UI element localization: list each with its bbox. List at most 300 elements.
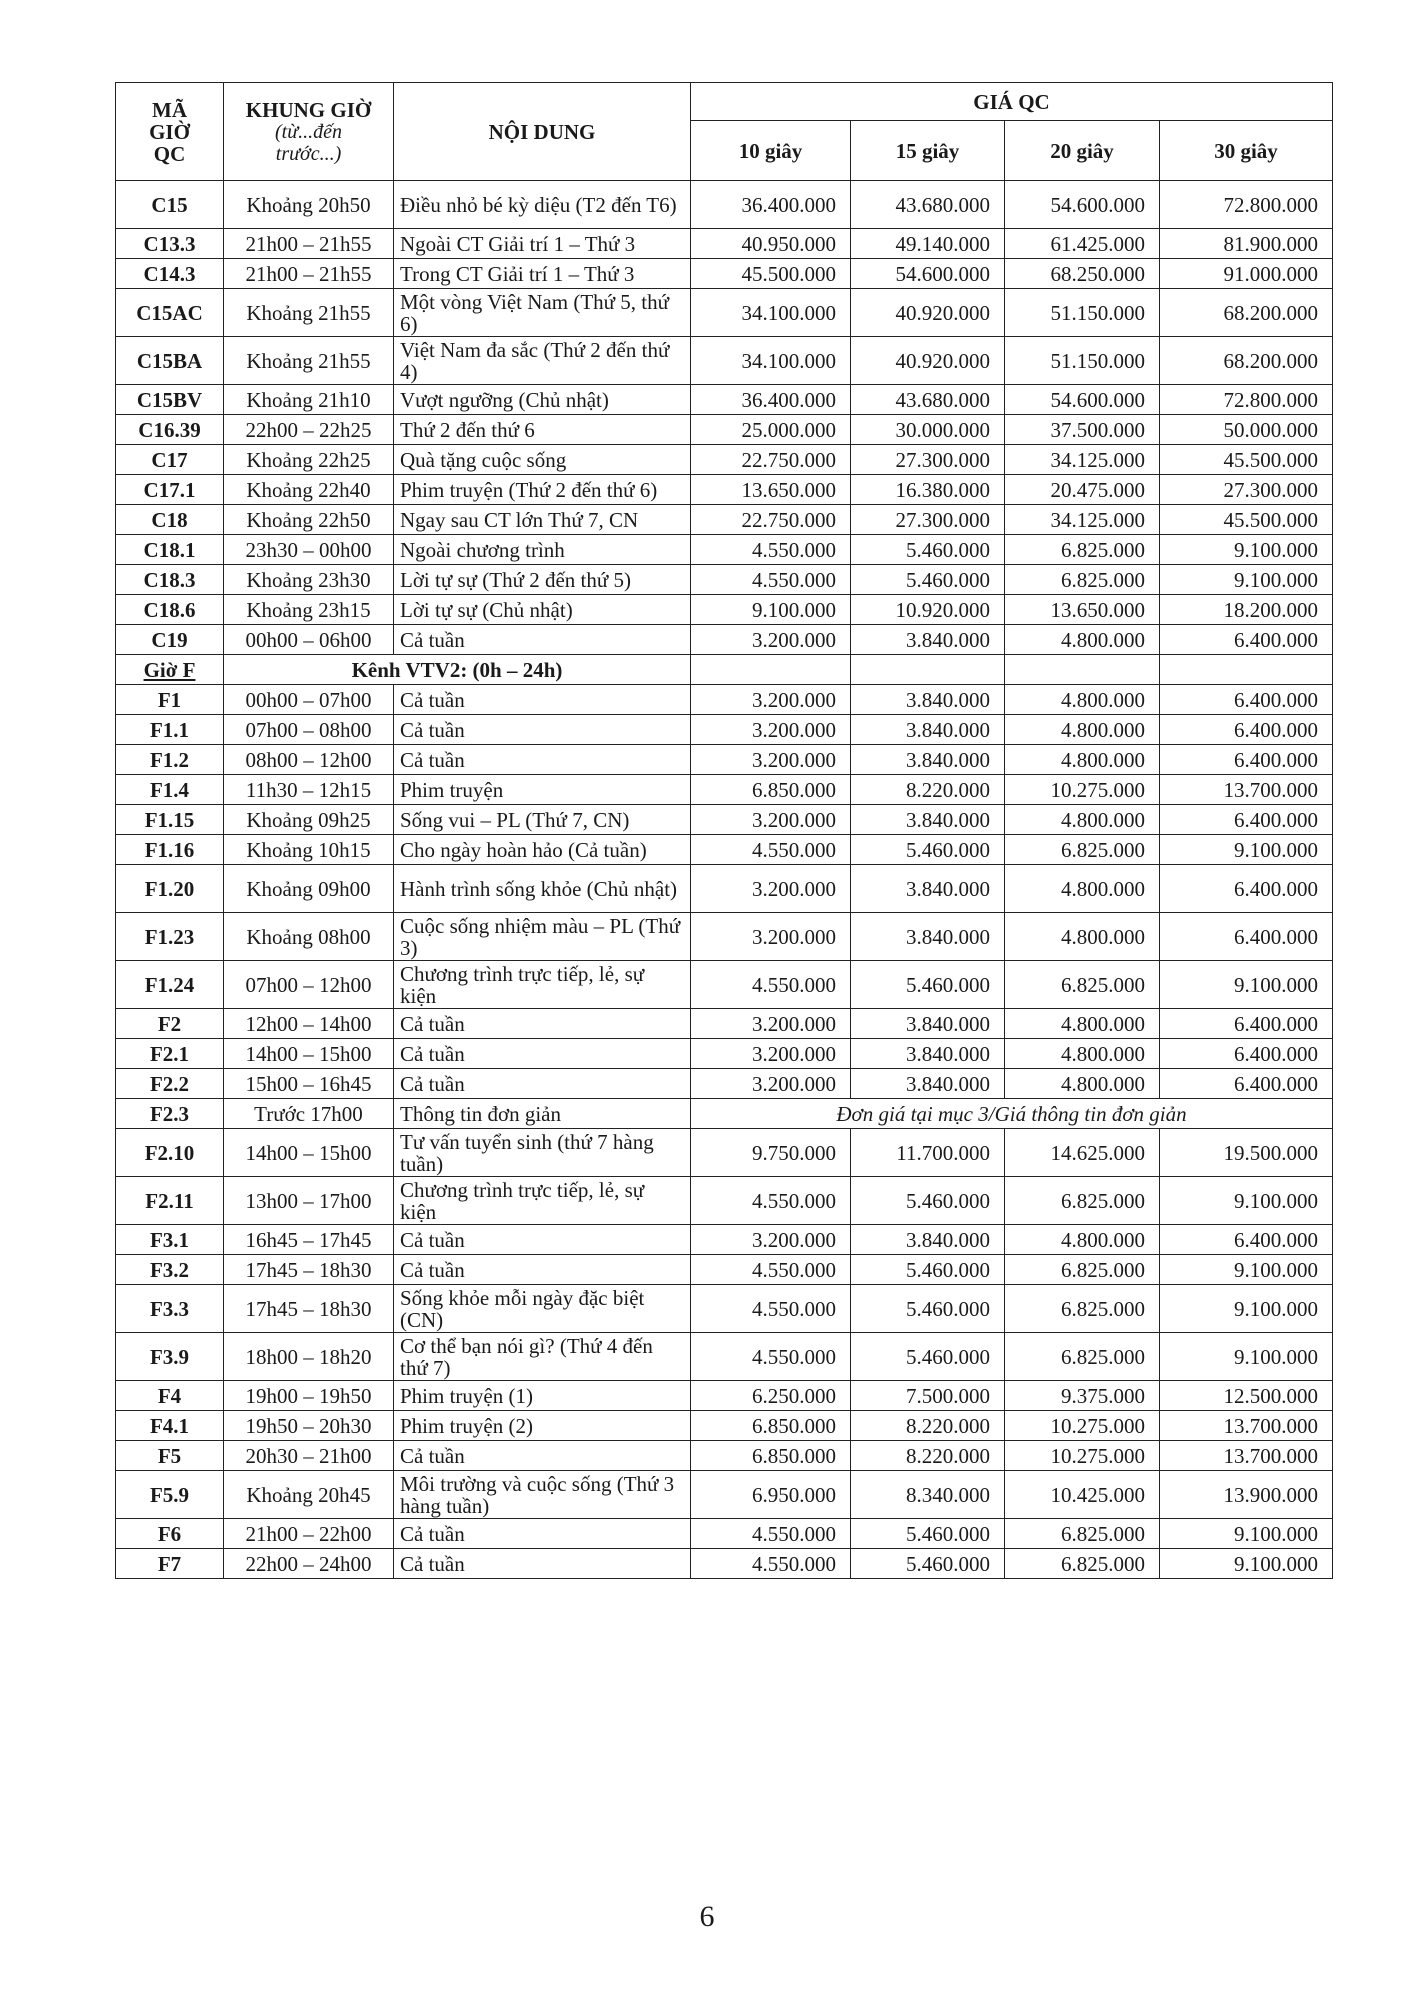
program-content: Lời tự sự (Chủ nhật) <box>394 595 691 625</box>
program-content: Thứ 2 đến thứ 6 <box>394 415 691 445</box>
price-10s: 9.750.000 <box>691 1129 851 1177</box>
price-15s: 5.460.000 <box>851 1333 1005 1381</box>
price-30s: 6.400.000 <box>1160 805 1333 835</box>
program-content: Điều nhỏ bé kỳ diệu (T2 đến T6) <box>394 181 691 229</box>
section-c-rows <box>116 181 1333 655</box>
price-30s: 6.400.000 <box>1160 1069 1333 1099</box>
price-10s: 3.200.000 <box>691 805 851 835</box>
price-20s: 6.825.000 <box>1005 1519 1160 1549</box>
program-content: Cả tuần <box>394 1255 691 1285</box>
price-30s: 6.400.000 <box>1160 745 1333 775</box>
price-10s: 4.550.000 <box>691 1177 851 1225</box>
price-30s: 9.100.000 <box>1160 961 1333 1009</box>
program-content: Ngoài CT Giải trí 1 – Thứ 3 <box>394 229 691 259</box>
ad-code: C17 <box>116 445 224 475</box>
price-10s: 6.850.000 <box>691 775 851 805</box>
price-15s: 7.500.000 <box>851 1381 1005 1411</box>
price-30s: 13.700.000 <box>1160 1411 1333 1441</box>
price-15s: 5.460.000 <box>851 1255 1005 1285</box>
ad-code: F3.9 <box>116 1333 224 1381</box>
section-f-header <box>116 655 1333 685</box>
time-slot: 19h50 – 20h30 <box>224 1411 394 1441</box>
program-content: Cả tuần <box>394 715 691 745</box>
ad-code: F2.2 <box>116 1069 224 1099</box>
price-30s: 13.900.000 <box>1160 1471 1333 1519</box>
ad-code: C15BA <box>116 337 224 385</box>
time-slot: Khoảng 23h30 <box>224 565 394 595</box>
price-15s: 16.380.000 <box>851 475 1005 505</box>
price-20s: 4.800.000 <box>1005 865 1160 913</box>
price-20s: 4.800.000 <box>1005 913 1160 961</box>
price-10s: 22.750.000 <box>691 445 851 475</box>
price-30s: 9.100.000 <box>1160 535 1333 565</box>
price-20s: 10.275.000 <box>1005 1411 1160 1441</box>
price-20s: 6.825.000 <box>1005 565 1160 595</box>
ad-code: F1.1 <box>116 715 224 745</box>
price-30s: 13.700.000 <box>1160 1441 1333 1471</box>
price-10s: 6.850.000 <box>691 1411 851 1441</box>
price-20s: 4.800.000 <box>1005 625 1160 655</box>
price-15s: 5.460.000 <box>851 1285 1005 1333</box>
price-20s: 4.800.000 <box>1005 1009 1160 1039</box>
ad-code: F3.1 <box>116 1225 224 1255</box>
table-row <box>116 685 1333 715</box>
price-10s: 4.550.000 <box>691 1519 851 1549</box>
price-15s: 43.680.000 <box>851 181 1005 229</box>
program-content: Phim truyện <box>394 775 691 805</box>
price-10s: 36.400.000 <box>691 385 851 415</box>
ad-code: F5.9 <box>116 1471 224 1519</box>
price-20s: 6.825.000 <box>1005 1549 1160 1579</box>
price-20s: 4.800.000 <box>1005 715 1160 745</box>
price-15s: 5.460.000 <box>851 961 1005 1009</box>
price-20s: 4.800.000 <box>1005 805 1160 835</box>
price-30s: 6.400.000 <box>1160 865 1333 913</box>
price-20s: 4.800.000 <box>1005 745 1160 775</box>
time-slot: Khoảng 21h55 <box>224 337 394 385</box>
price-10s: 4.550.000 <box>691 1333 851 1381</box>
header-duration-10s: 10 giây <box>691 121 851 181</box>
price-10s: 4.550.000 <box>691 535 851 565</box>
price-20s: 4.800.000 <box>1005 1225 1160 1255</box>
program-content: Môi trường và cuộc sống (Thứ 3 hàng tuần) <box>394 1471 691 1519</box>
price-20s: 10.275.000 <box>1005 1441 1160 1471</box>
price-30s: 9.100.000 <box>1160 1549 1333 1579</box>
price-10s: 4.550.000 <box>691 1255 851 1285</box>
price-15s: 3.840.000 <box>851 865 1005 913</box>
program-content: Cuộc sống nhiệm màu – PL (Thứ 3) <box>394 913 691 961</box>
table-row <box>116 1039 1333 1069</box>
price-20s: 4.800.000 <box>1005 685 1160 715</box>
program-content: Cả tuần <box>394 625 691 655</box>
ad-code: F2.3 <box>116 1099 224 1129</box>
ad-code: C13.3 <box>116 229 224 259</box>
price-30s: 91.000.000 <box>1160 259 1333 289</box>
time-slot: 21h00 – 21h55 <box>224 259 394 289</box>
price-10s: 3.200.000 <box>691 1225 851 1255</box>
time-slot: 13h00 – 17h00 <box>224 1177 394 1225</box>
price-15s: 3.840.000 <box>851 625 1005 655</box>
time-slot: 17h45 – 18h30 <box>224 1255 394 1285</box>
time-slot: 21h00 – 21h55 <box>224 229 394 259</box>
price-10s: 3.200.000 <box>691 913 851 961</box>
time-slot: 19h00 – 19h50 <box>224 1381 394 1411</box>
ad-code: C18.3 <box>116 565 224 595</box>
price-10s: 22.750.000 <box>691 505 851 535</box>
program-content: Quà tặng cuộc sống <box>394 445 691 475</box>
table-row <box>116 1225 1333 1255</box>
price-30s: 45.500.000 <box>1160 505 1333 535</box>
header-duration-20s: 20 giây <box>1005 121 1160 181</box>
section-f23 <box>116 1099 1333 1129</box>
ad-code: C15BV <box>116 385 224 415</box>
ad-code: F1.15 <box>116 805 224 835</box>
price-30s: 72.800.000 <box>1160 181 1333 229</box>
time-slot: Khoảng 20h50 <box>224 181 394 229</box>
price-10s: 6.250.000 <box>691 1381 851 1411</box>
table-row <box>116 289 1333 337</box>
price-15s: 5.460.000 <box>851 565 1005 595</box>
table-row <box>116 1519 1333 1549</box>
time-slot: Khoảng 21h55 <box>224 289 394 337</box>
program-content: Phim truyện (Thứ 2 đến thứ 6) <box>394 475 691 505</box>
empty-cell <box>691 655 851 685</box>
section-title: Kênh VTV2: (0h – 24h) <box>224 655 691 685</box>
ad-code: F3.3 <box>116 1285 224 1333</box>
time-slot: Khoảng 09h25 <box>224 805 394 835</box>
page-number: 6 <box>699 1900 715 1933</box>
table-row <box>116 595 1333 625</box>
program-content: Vượt ngưỡng (Chủ nhật) <box>394 385 691 415</box>
ad-code: C14.3 <box>116 259 224 289</box>
price-10s: 6.850.000 <box>691 1441 851 1471</box>
ad-code: C18.1 <box>116 535 224 565</box>
program-content: Hành trình sống khỏe (Chủ nhật) <box>394 865 691 913</box>
price-15s: 43.680.000 <box>851 385 1005 415</box>
section-row <box>116 655 1333 685</box>
program-content: Cơ thể bạn nói gì? (Thứ 4 đến thứ 7) <box>394 1333 691 1381</box>
price-15s: 5.460.000 <box>851 1519 1005 1549</box>
time-slot: 14h00 – 15h00 <box>224 1039 394 1069</box>
time-slot: 14h00 – 15h00 <box>224 1129 394 1177</box>
table-row <box>116 1069 1333 1099</box>
time-slot: 00h00 – 07h00 <box>224 685 394 715</box>
table-row <box>116 565 1333 595</box>
table-row <box>116 385 1333 415</box>
section-code: Giờ F <box>116 655 224 685</box>
time-slot: 22h00 – 24h00 <box>224 1549 394 1579</box>
table-row <box>116 1285 1333 1333</box>
price-20s: 10.275.000 <box>1005 775 1160 805</box>
table-row <box>116 475 1333 505</box>
table-row <box>116 337 1333 385</box>
table-row <box>116 913 1333 961</box>
price-10s: 4.550.000 <box>691 961 851 1009</box>
table-row <box>116 1411 1333 1441</box>
price-10s: 3.200.000 <box>691 625 851 655</box>
program-content: Cả tuần <box>394 1069 691 1099</box>
price-10s: 3.200.000 <box>691 715 851 745</box>
price-20s: 51.150.000 <box>1005 289 1160 337</box>
price-20s: 34.125.000 <box>1005 445 1160 475</box>
header-duration-15s: 15 giây <box>851 121 1005 181</box>
time-slot: 07h00 – 12h00 <box>224 961 394 1009</box>
table-row <box>116 715 1333 745</box>
price-15s: 27.300.000 <box>851 505 1005 535</box>
price-30s: 6.400.000 <box>1160 625 1333 655</box>
price-15s: 30.000.000 <box>851 415 1005 445</box>
ad-code: F6 <box>116 1519 224 1549</box>
price-15s: 3.840.000 <box>851 1039 1005 1069</box>
program-content: Thông tin đơn giản <box>394 1099 691 1129</box>
header-duration-30s: 30 giây <box>1160 121 1333 181</box>
ad-code: F2.10 <box>116 1129 224 1177</box>
table-row <box>116 1009 1333 1039</box>
program-content: Việt Nam đa sắc (Thứ 2 đến thứ 4) <box>394 337 691 385</box>
price-20s: 14.625.000 <box>1005 1129 1160 1177</box>
price-10s: 4.550.000 <box>691 1285 851 1333</box>
price-30s: 9.100.000 <box>1160 1333 1333 1381</box>
time-slot: 08h00 – 12h00 <box>224 745 394 775</box>
table-row <box>116 1441 1333 1471</box>
price-30s: 27.300.000 <box>1160 475 1333 505</box>
price-15s: 49.140.000 <box>851 229 1005 259</box>
price-15s: 3.840.000 <box>851 685 1005 715</box>
time-slot: 22h00 – 22h25 <box>224 415 394 445</box>
program-content: Cả tuần <box>394 745 691 775</box>
price-30s: 6.400.000 <box>1160 715 1333 745</box>
price-10s: 13.650.000 <box>691 475 851 505</box>
table-row <box>116 415 1333 445</box>
price-30s: 6.400.000 <box>1160 1225 1333 1255</box>
table-row <box>116 1129 1333 1177</box>
price-20s: 6.825.000 <box>1005 535 1160 565</box>
table-row <box>116 505 1333 535</box>
ad-code: F7 <box>116 1549 224 1579</box>
price-20s: 9.375.000 <box>1005 1381 1160 1411</box>
program-content: Ngay sau CT lớn Thứ 7, CN <box>394 505 691 535</box>
price-20s: 54.600.000 <box>1005 181 1160 229</box>
time-slot: Khoảng 22h40 <box>224 475 394 505</box>
price-30s: 9.100.000 <box>1160 1285 1333 1333</box>
price-10s: 40.950.000 <box>691 229 851 259</box>
time-slot: Khoảng 22h25 <box>224 445 394 475</box>
program-content: Sống khỏe mỗi ngày đặc biệt (CN) <box>394 1285 691 1333</box>
time-slot: 16h45 – 17h45 <box>224 1225 394 1255</box>
price-10s: 3.200.000 <box>691 1009 851 1039</box>
ad-code: F1.23 <box>116 913 224 961</box>
ad-code: C15 <box>116 181 224 229</box>
price-20s: 54.600.000 <box>1005 385 1160 415</box>
price-30s: 45.500.000 <box>1160 445 1333 475</box>
table-row <box>116 835 1333 865</box>
price-20s: 6.825.000 <box>1005 1333 1160 1381</box>
price-30s: 9.100.000 <box>1160 1177 1333 1225</box>
price-10s: 4.550.000 <box>691 565 851 595</box>
price-30s: 50.000.000 <box>1160 415 1333 445</box>
time-slot: Khoảng 09h00 <box>224 865 394 913</box>
ad-rate-table <box>115 82 1333 1579</box>
price-10s: 3.200.000 <box>691 865 851 913</box>
price-30s: 13.700.000 <box>1160 775 1333 805</box>
price-10s: 4.550.000 <box>691 1549 851 1579</box>
price-15s: 8.340.000 <box>851 1471 1005 1519</box>
table-row <box>116 535 1333 565</box>
price-10s: 36.400.000 <box>691 181 851 229</box>
price-15s: 8.220.000 <box>851 1411 1005 1441</box>
section-f-rows <box>116 685 1333 1099</box>
price-15s: 8.220.000 <box>851 775 1005 805</box>
price-30s: 68.200.000 <box>1160 337 1333 385</box>
time-slot: 00h00 – 06h00 <box>224 625 394 655</box>
price-10s: 45.500.000 <box>691 259 851 289</box>
time-slot: Khoảng 21h10 <box>224 385 394 415</box>
price-20s: 6.825.000 <box>1005 961 1160 1009</box>
program-content: Cả tuần <box>394 1549 691 1579</box>
price-15s: 3.840.000 <box>851 1225 1005 1255</box>
price-10s: 34.100.000 <box>691 337 851 385</box>
header-time-frame: KHUNG GIỜ (từ...đến trước...) <box>224 83 394 181</box>
ad-code: F2.1 <box>116 1039 224 1069</box>
table-row <box>116 805 1333 835</box>
price-20s: 6.825.000 <box>1005 1177 1160 1225</box>
time-slot: 18h00 – 18h20 <box>224 1333 394 1381</box>
program-content: Cả tuần <box>394 685 691 715</box>
header-price-group: GIÁ QC <box>691 83 1333 121</box>
price-15s: 5.460.000 <box>851 835 1005 865</box>
time-slot: 11h30 – 12h15 <box>224 775 394 805</box>
price-15s: 40.920.000 <box>851 337 1005 385</box>
empty-cell <box>1160 655 1333 685</box>
ad-code: F2 <box>116 1009 224 1039</box>
price-20s: 10.425.000 <box>1005 1471 1160 1519</box>
time-slot: Khoảng 20h45 <box>224 1471 394 1519</box>
price-20s: 6.825.000 <box>1005 835 1160 865</box>
price-15s: 11.700.000 <box>851 1129 1005 1177</box>
header-code: MÃ GIỜ QC <box>116 83 224 181</box>
price-20s: 68.250.000 <box>1005 259 1160 289</box>
program-content: Cả tuần <box>394 1519 691 1549</box>
price-20s: 6.825.000 <box>1005 1285 1160 1333</box>
price-20s: 61.425.000 <box>1005 229 1160 259</box>
program-content: Cả tuần <box>394 1441 691 1471</box>
table-row <box>116 1471 1333 1519</box>
time-slot: Khoảng 08h00 <box>224 913 394 961</box>
price-10s: 6.950.000 <box>691 1471 851 1519</box>
ad-code: F1.4 <box>116 775 224 805</box>
program-content: Cả tuần <box>394 1039 691 1069</box>
table-row <box>116 745 1333 775</box>
price-30s: 6.400.000 <box>1160 1039 1333 1069</box>
program-content: Sống vui – PL (Thứ 7, CN) <box>394 805 691 835</box>
price-10s: 25.000.000 <box>691 415 851 445</box>
time-slot: Khoảng 22h50 <box>224 505 394 535</box>
price-10s: 4.550.000 <box>691 835 851 865</box>
price-10s: 3.200.000 <box>691 1069 851 1099</box>
ad-code: F1 <box>116 685 224 715</box>
header-row-1 <box>116 83 1333 121</box>
table-row <box>116 259 1333 289</box>
header-content: NỘI DUNG <box>394 83 691 181</box>
section-f-rows-continued <box>116 1129 1333 1579</box>
table-row <box>116 865 1333 913</box>
table-row <box>116 625 1333 655</box>
price-15s: 3.840.000 <box>851 715 1005 745</box>
time-slot: Khoảng 10h15 <box>224 835 394 865</box>
table-row <box>116 1333 1333 1381</box>
price-15s: 5.460.000 <box>851 1549 1005 1579</box>
time-slot: 15h00 – 16h45 <box>224 1069 394 1099</box>
table-row <box>116 1255 1333 1285</box>
price-30s: 81.900.000 <box>1160 229 1333 259</box>
price-20s: 37.500.000 <box>1005 415 1160 445</box>
ad-code: F3.2 <box>116 1255 224 1285</box>
price-30s: 9.100.000 <box>1160 565 1333 595</box>
program-content: Cả tuần <box>394 1225 691 1255</box>
price-15s: 5.460.000 <box>851 1177 1005 1225</box>
program-content: Phim truyện (1) <box>394 1381 691 1411</box>
price-30s: 6.400.000 <box>1160 913 1333 961</box>
price-30s: 9.100.000 <box>1160 1519 1333 1549</box>
price-30s: 12.500.000 <box>1160 1381 1333 1411</box>
table-row <box>116 1381 1333 1411</box>
price-10s: 3.200.000 <box>691 685 851 715</box>
price-15s: 10.920.000 <box>851 595 1005 625</box>
table-row <box>116 1177 1333 1225</box>
program-content: Chương trình trực tiếp, lẻ, sự kiện <box>394 961 691 1009</box>
time-slot: 23h30 – 00h00 <box>224 535 394 565</box>
price-30s: 9.100.000 <box>1160 835 1333 865</box>
time-slot: 21h00 – 22h00 <box>224 1519 394 1549</box>
price-15s: 3.840.000 <box>851 913 1005 961</box>
price-30s: 19.500.000 <box>1160 1129 1333 1177</box>
empty-cell <box>1005 655 1160 685</box>
ad-code: F1.2 <box>116 745 224 775</box>
program-content: Phim truyện (2) <box>394 1411 691 1441</box>
price-note: Đơn giá tại mục 3/Giá thông tin đơn giản <box>691 1099 1333 1129</box>
price-15s: 3.840.000 <box>851 745 1005 775</box>
ad-code: F4 <box>116 1381 224 1411</box>
price-15s: 40.920.000 <box>851 289 1005 337</box>
program-content: Tư vấn tuyển sinh (thứ 7 hàng tuần) <box>394 1129 691 1177</box>
time-slot: 12h00 – 14h00 <box>224 1009 394 1039</box>
price-10s: 3.200.000 <box>691 745 851 775</box>
price-20s: 51.150.000 <box>1005 337 1160 385</box>
empty-cell <box>851 655 1005 685</box>
price-20s: 6.825.000 <box>1005 1255 1160 1285</box>
table-row <box>116 1099 1333 1129</box>
program-content: Chương trình trực tiếp, lẻ, sự kiện <box>394 1177 691 1225</box>
price-30s: 18.200.000 <box>1160 595 1333 625</box>
price-15s: 5.460.000 <box>851 535 1005 565</box>
program-content: Cả tuần <box>394 1009 691 1039</box>
ad-code: C19 <box>116 625 224 655</box>
price-15s: 8.220.000 <box>851 1441 1005 1471</box>
time-slot: 20h30 – 21h00 <box>224 1441 394 1471</box>
price-10s: 3.200.000 <box>691 1039 851 1069</box>
program-content: Cho ngày hoàn hảo (Cả tuần) <box>394 835 691 865</box>
table-row <box>116 961 1333 1009</box>
ad-code: C16.39 <box>116 415 224 445</box>
ad-code: F1.24 <box>116 961 224 1009</box>
price-15s: 3.840.000 <box>851 1069 1005 1099</box>
price-20s: 4.800.000 <box>1005 1069 1160 1099</box>
price-20s: 34.125.000 <box>1005 505 1160 535</box>
ad-code: F5 <box>116 1441 224 1471</box>
ad-code: F1.20 <box>116 865 224 913</box>
time-slot: Trước 17h00 <box>224 1099 394 1129</box>
ad-code: F1.16 <box>116 835 224 865</box>
